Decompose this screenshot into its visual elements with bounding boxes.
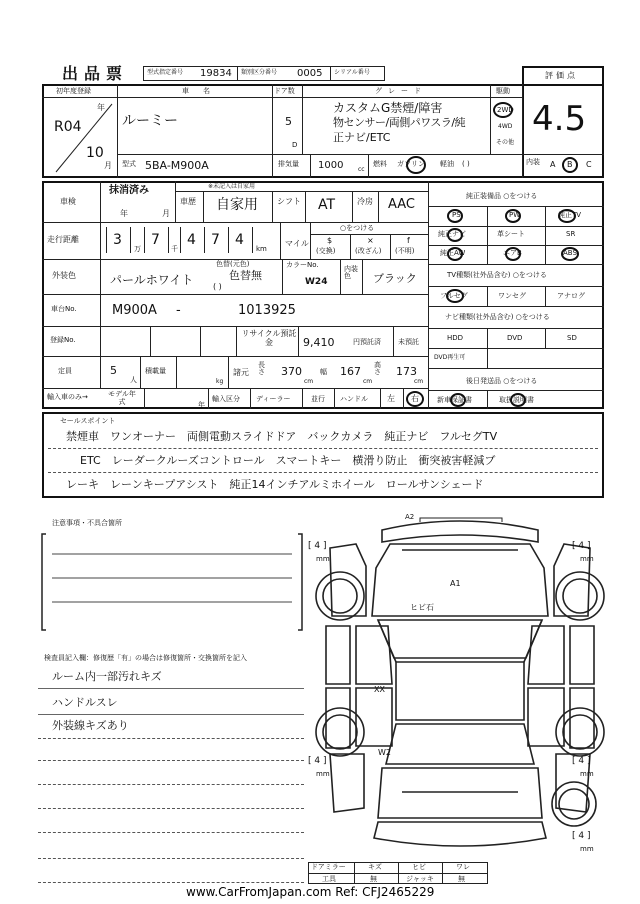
handle-right-circle: [406, 391, 424, 407]
meter-opt-replaced: $: [327, 236, 333, 245]
tv-fullseg: フルセグ: [440, 292, 468, 300]
equip-leather: 革シート: [497, 230, 525, 238]
meter-opt-tampered: ×: [367, 236, 374, 245]
interior-color-label: 内装色: [344, 265, 358, 280]
legend-jack-label: ジャッキ: [406, 875, 434, 883]
tire-front-left-unit: mm: [316, 555, 330, 563]
equip-abs-circle: [561, 247, 579, 261]
meter-opt-replaced-sub: (交換): [316, 247, 336, 255]
score-value: 4.5: [532, 99, 587, 139]
dims-label: 諸元: [233, 368, 249, 377]
equip-airbag: エアB: [503, 249, 522, 257]
color-no-label: カラーNo.: [286, 261, 319, 269]
color-orig-paren: ( ): [213, 282, 222, 291]
nav-hdd: HDD: [447, 334, 464, 342]
mileage-sen-unit: 千: [171, 245, 178, 253]
handle-left: 左: [387, 394, 395, 403]
category-label: 類別区分番号: [241, 69, 278, 76]
color-orig-value: 色替無: [229, 269, 262, 282]
interior-c: C: [586, 160, 592, 169]
tv-fullseg-circle: [446, 289, 464, 303]
inspection-month-unit: 月: [162, 209, 170, 218]
tire-front-right: [ 4 ]: [572, 541, 591, 551]
equip-ps-circle: [447, 209, 463, 223]
mark-a1: A1: [450, 579, 461, 588]
inspector-label: 検査員記入欄：修復歴「有」の場合は修復箇所・交換箇所を記入: [44, 654, 247, 662]
drive-label: 駆動: [496, 87, 510, 95]
import-only-label: 輸入車のみ→: [47, 393, 88, 401]
tv-type-title: TV種類(社外品含む) ○をつける: [447, 271, 547, 279]
recycle-amount: 9,410: [303, 336, 335, 349]
equip-tv: 純正TV: [558, 211, 582, 219]
equip-pw-circle: [505, 209, 521, 223]
drive-2wd-circle: [493, 102, 513, 118]
equipment-title: 純正装備品 ○をつける: [466, 192, 538, 200]
width-label: 幅: [320, 368, 327, 376]
history-label: 車歴: [180, 197, 196, 206]
reg-year-unit: 年: [97, 103, 105, 112]
reg-month-value: 10: [86, 145, 104, 161]
color-orig-label: 色替(元色): [216, 260, 250, 268]
inspection-value: 抹消済み: [109, 185, 149, 196]
height-label: 高さ: [374, 361, 381, 377]
exterior-color-label: 外装色: [52, 271, 76, 280]
mileage-digit-3: 4: [187, 232, 196, 248]
later-warranty: 新車保証書: [437, 396, 472, 404]
tire-rear-left: [ 4 ]: [308, 756, 327, 766]
equip-tv-circle: [558, 209, 576, 223]
equip-nav-circle: [447, 228, 463, 242]
equip-aw: 純正AW: [440, 249, 466, 257]
inspection-label: 車検: [60, 197, 76, 206]
tv-oneseg: ワンセグ: [498, 292, 526, 300]
equip-abs: ABS: [563, 249, 577, 257]
model-code-label: 型式: [122, 160, 136, 168]
ac-value: AAC: [388, 197, 415, 212]
load-unit: kg: [216, 378, 224, 385]
remark-3: 外装線キズあり: [52, 719, 129, 732]
handle-label: ハンドル: [340, 395, 368, 403]
grade-line-2: 物センサー/両側パワスラ/純: [333, 116, 466, 129]
first-reg-label: 初年度登録: [56, 87, 91, 95]
recycle-unpaid: 未預託: [398, 338, 419, 346]
chassis-model: M900A: [112, 303, 157, 318]
shift-label: シフト: [277, 197, 301, 206]
later-ship-title: 後日発送品 ○をつける: [466, 377, 538, 385]
chassis-label: 車台No.: [51, 305, 77, 313]
interior-label: 内装: [526, 158, 540, 166]
doors-value: 5: [285, 115, 292, 128]
height-unit: cm: [414, 378, 424, 385]
equip-sr: SR: [566, 230, 576, 238]
history-value: 自家用: [216, 197, 258, 213]
serial-label: シリアル番号: [334, 69, 370, 76]
capacity-unit: 人: [130, 376, 137, 384]
model-cert-number: 19834: [200, 68, 232, 79]
length-value: 370: [281, 365, 302, 378]
tire-front-right-unit: mm: [580, 555, 594, 563]
length-unit: cm: [304, 378, 314, 385]
meter-opt-unknown-sub: (不明): [395, 247, 415, 255]
mark-xx: XX: [374, 685, 385, 694]
recycle-paid: 円預託済: [353, 338, 381, 346]
length-label: 長さ: [258, 361, 265, 377]
fuel-gasoline-circle: [406, 156, 426, 174]
fuel-label: 燃料: [373, 160, 387, 168]
mileage-label: 走行距離: [47, 235, 79, 244]
width-unit: cm: [363, 378, 373, 385]
car-damage-diagram: [312, 508, 608, 890]
tire-front-left: [ 4 ]: [308, 541, 327, 551]
equip-pw: PW: [509, 211, 521, 219]
nav-dvd: DVD: [507, 334, 523, 342]
fuel-diesel: 軽油: [440, 160, 454, 168]
sheet-title: 出品票: [62, 64, 129, 83]
displacement-value: 1000: [318, 160, 344, 171]
doors-suffix: D: [292, 141, 298, 149]
mileage-digit-2: 7: [151, 232, 160, 248]
meter-opt-unknown: f: [407, 236, 410, 245]
sales-point-line-1: 禁煙車 ワンオーナー 両側電動スライドドア バックカメラ 純正ナビ フルセグTV: [66, 430, 498, 443]
chassis-number: 1013925: [238, 303, 296, 318]
nav-type-title: ナビ種類(社外品含む) ○をつける: [445, 313, 550, 321]
color-no-value: W24: [305, 277, 328, 287]
category-number: 0005: [297, 68, 323, 79]
sales-point-line-3: レーキ レーンキープアシスト 純正14インチアルミホイール ロールサンシェード: [66, 478, 484, 491]
registration-label: 登録No.: [50, 336, 76, 344]
legend-crack: ヒビ: [412, 863, 426, 871]
legend-jack-value: 無: [458, 875, 465, 883]
width-value: 167: [340, 365, 361, 378]
exterior-color-value: パールホワイト: [110, 273, 194, 287]
meter-circle-hint: ○をつける: [340, 224, 375, 232]
tire-spare: [ 4 ]: [572, 831, 591, 841]
mark-w2: W2: [378, 748, 391, 757]
shift-value: AT: [318, 197, 336, 213]
caution-bracket: [40, 526, 306, 636]
chassis-dash: -: [176, 303, 181, 318]
mileage-digit-5: 4: [235, 232, 244, 248]
grade-line-1: カスタムG禁煙/障害: [333, 101, 443, 115]
mark-chip: ヒビ石: [410, 603, 434, 612]
interior-color-value: ブラック: [373, 272, 417, 285]
interior-a: A: [550, 160, 556, 169]
later-warranty-circle: [450, 393, 466, 407]
grade-label: グレード: [375, 87, 427, 95]
model-code-value: 5BA-M900A: [145, 159, 209, 172]
equip-ps: PS: [452, 211, 461, 219]
car-name-label: 車名: [182, 87, 224, 95]
interior-b: B: [567, 160, 573, 169]
handle-right: 右: [411, 394, 419, 403]
mileage-km-unit: km: [256, 245, 267, 253]
mile-label: マイル: [285, 239, 309, 248]
mileage-man-unit: 万: [134, 245, 141, 253]
later-manual: 取扱説明書: [499, 396, 534, 404]
equip-nav: 純正ナビ: [438, 230, 466, 238]
remark-1: ルーム内一部汚れキズ: [52, 670, 162, 683]
equip-airbag-circle: [505, 247, 521, 261]
remark-2: ハンドルスレ: [52, 696, 118, 709]
nav-sd: SD: [567, 334, 577, 342]
later-manual-circle: [510, 393, 526, 407]
drive-4wd: 4WD: [498, 123, 513, 130]
equip-aw-circle: [447, 247, 463, 261]
reg-month-unit: 月: [104, 161, 112, 170]
mileage-digit-1: 3: [113, 232, 122, 248]
capacity-value: 5: [110, 364, 117, 377]
meter-opt-tampered-sub: (改ざん): [355, 247, 382, 255]
watermark-text: www.CarFromJapan.com Ref: CFJ2465229: [186, 885, 435, 899]
interior-b-circle: [562, 157, 578, 173]
displacement-unit: cc: [358, 166, 365, 173]
car-name-value: ルーミー: [122, 113, 178, 129]
model-year-label: モデル年式: [108, 390, 136, 406]
legend-tools-label: 工具: [322, 875, 336, 883]
reg-year-value: R04: [54, 119, 82, 135]
dvd-playback-label: DVD再生可: [434, 354, 466, 361]
tv-analog: アナログ: [557, 292, 585, 300]
tire-rear-right: [ 4 ]: [572, 756, 591, 766]
sales-points-label: セールスポイント: [60, 417, 116, 425]
recycle-label: リサイクル預託金: [241, 329, 297, 347]
drive-other: その他: [496, 139, 515, 146]
mark-a2: A2: [405, 513, 415, 521]
capacity-label: 定員: [58, 367, 72, 375]
model-year-unit: 年: [198, 401, 205, 409]
model-cert-label: 型式指定番号: [147, 69, 184, 76]
drive-2wd: 2WD: [497, 106, 514, 114]
history-note: ※未記入は自家用: [208, 183, 256, 190]
import-parallel: 並行: [311, 395, 325, 403]
inspection-year-unit: 年: [120, 209, 128, 218]
tire-rear-right-unit: mm: [580, 770, 594, 778]
legend-scratch: キズ: [368, 863, 382, 871]
displacement-label: 排気量: [278, 160, 299, 168]
score-label: 評価点: [545, 71, 578, 80]
tire-spare-unit: mm: [580, 845, 594, 853]
import-dealer: ディーラー: [256, 395, 291, 403]
caution-label: 注意事項・不具合箇所: [52, 519, 122, 527]
grade-line-3: 正ナビ/ETC: [333, 131, 391, 144]
import-type-label: 輸入区分: [212, 395, 240, 403]
load-label: 積載量: [145, 367, 166, 375]
fuel-gasoline: ガソリン: [397, 160, 425, 168]
tire-rear-left-unit: mm: [316, 770, 330, 778]
doors-label: ドア数: [274, 87, 295, 95]
legend-mirror: ドアミラー: [311, 863, 346, 871]
legend-tools-value: 無: [370, 875, 377, 883]
height-value: 173: [396, 365, 417, 378]
legend-break: ワレ: [456, 863, 470, 871]
ac-label: 冷房: [357, 197, 373, 206]
mileage-digit-4: 7: [211, 232, 220, 248]
sales-point-line-2: ETC レーダークルーズコントロール スマートキー 横滑り防止 衝突被害軽減ブ: [80, 454, 496, 467]
fuel-other-paren: ( ): [462, 160, 470, 168]
